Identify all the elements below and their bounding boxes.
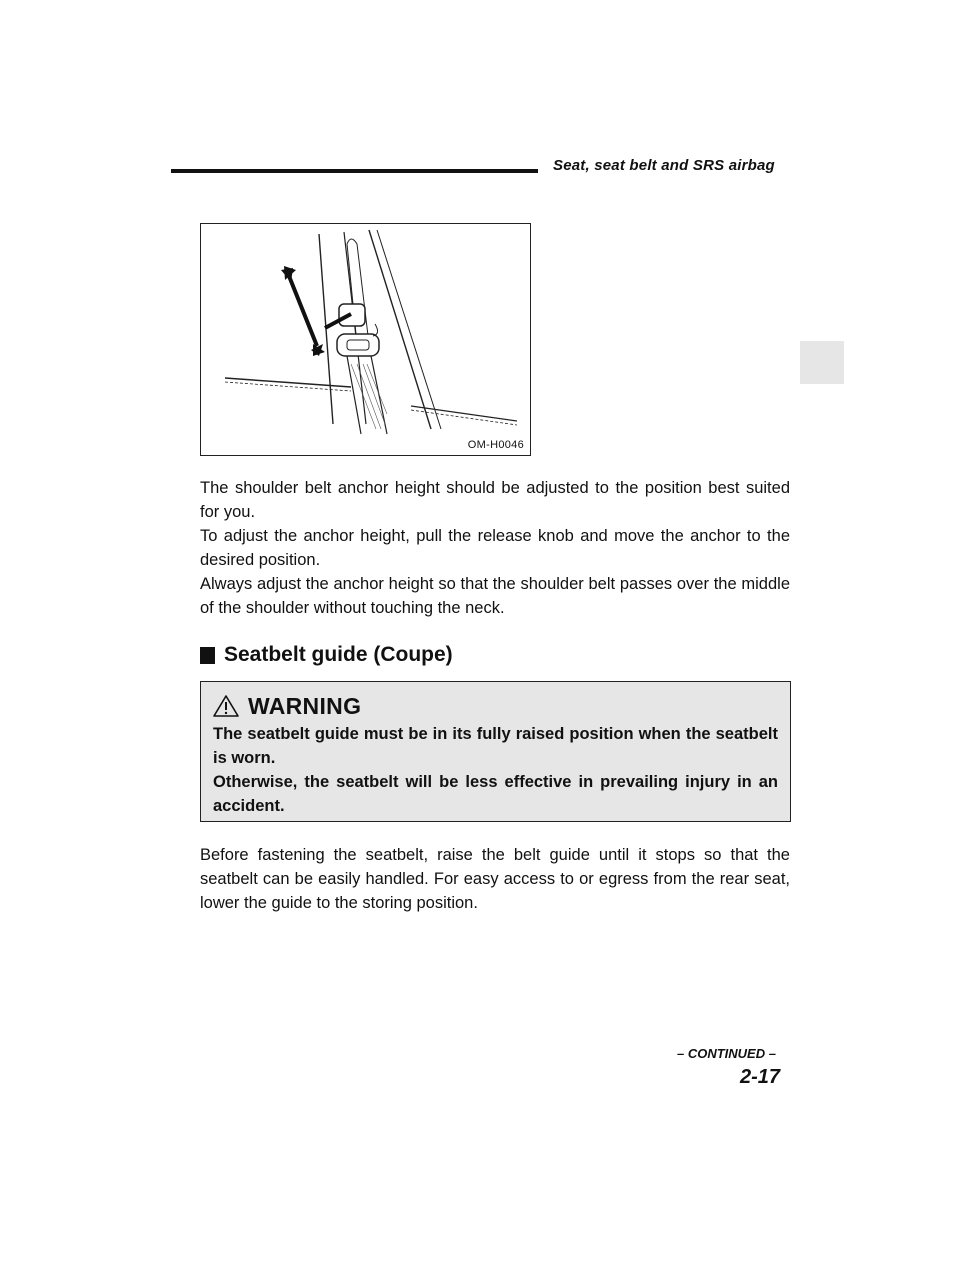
anchor-adjustment-text xyxy=(200,476,790,620)
chapter-tab xyxy=(800,341,844,384)
header-title: Seat, seat belt and SRS airbag xyxy=(553,157,775,174)
section-heading xyxy=(200,643,453,667)
continued-label: – CONTINUED – xyxy=(677,1046,776,1061)
page-number: 2-17 xyxy=(740,1066,781,1088)
square-bullet-icon xyxy=(200,647,215,664)
warning-triangle-icon xyxy=(212,694,240,718)
paragraph-line: To adjust the anchor height, pull the release knob and move the anchor to the desired position. xyxy=(200,527,790,569)
figure-seatbelt-anchor xyxy=(200,223,531,456)
warning-line: Otherwise, the seatbelt will be less effective in prevailing injury in an accident. xyxy=(213,773,778,815)
warning-header xyxy=(212,694,361,718)
warning-line: The seatbelt guide must be in its fully raised position when the seatbelt is worn. xyxy=(213,725,778,767)
paragraph-line: Always adjust the anchor height so that the shoulder belt passes over the middle of the shoulder without touching the neck. xyxy=(200,575,790,617)
warning-label: WARNING xyxy=(248,693,362,719)
seatbelt-anchor-illustration xyxy=(201,224,531,456)
header-rule xyxy=(171,169,538,173)
section-title: Seatbelt guide (Coupe) xyxy=(224,643,453,666)
belt-guide-text xyxy=(200,843,790,915)
warning-box xyxy=(200,681,791,822)
paragraph-line: The shoulder belt anchor height should be adjusted to the position best suited for you. xyxy=(200,479,790,521)
figure-code: OM-H0046 xyxy=(467,439,524,451)
warning-text xyxy=(213,722,778,818)
paragraph: Before fastening the seatbelt, raise the belt guide until it stops so that the seatbelt can be easily handled. For easy access to or egress from the rear seat, lower the guide to the storing position. xyxy=(200,846,790,912)
